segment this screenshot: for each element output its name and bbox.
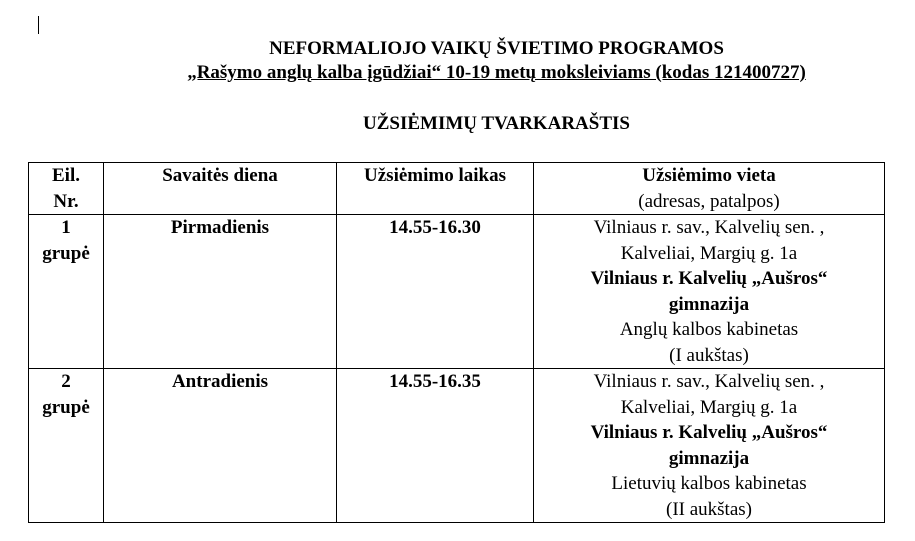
time-cell: 14.55-16.35 bbox=[337, 369, 534, 523]
header-number bbox=[29, 163, 104, 215]
weekday-cell: Pirmadienis bbox=[104, 215, 337, 369]
group-label: grupė bbox=[42, 242, 90, 264]
group-number-cell bbox=[29, 215, 104, 369]
title-line-1: NEFORMALIOJO VAIKŲ ŠVIETIMO PROGRAMOS bbox=[269, 38, 724, 59]
place-room: Lietuvių kalbos kabinetas bbox=[611, 473, 807, 494]
place-school-line2: gimnazija bbox=[668, 293, 750, 315]
place-room: Anglų kalbos kabinetas bbox=[619, 319, 799, 340]
weekday-cell: Antradienis bbox=[104, 369, 337, 523]
place-cell bbox=[534, 369, 885, 523]
place-address-line2: Kalveliai, Margių g. 1a bbox=[620, 396, 798, 418]
header-place bbox=[534, 163, 885, 215]
group-number: 1 bbox=[61, 217, 71, 238]
place-address-line1: Vilniaus r. sav., Kalvelių sen. , bbox=[593, 371, 825, 392]
header-time: Užsiėmimo laikas bbox=[337, 163, 534, 215]
header-place-line2: (adresas, patalpos) bbox=[638, 190, 780, 212]
document-title bbox=[0, 37, 915, 85]
header-place-line1: Užsiėmimo vieta bbox=[642, 165, 776, 186]
group-number: 2 bbox=[61, 371, 71, 392]
place-address-line2: Kalveliai, Margių g. 1a bbox=[620, 242, 798, 264]
text-cursor bbox=[38, 16, 39, 34]
place-school-line2: gimnazija bbox=[668, 447, 750, 469]
place-floor: (I aukštas) bbox=[669, 344, 749, 366]
place-school-line1: Vilniaus r. Kalvelių „Aušros“ bbox=[590, 268, 828, 289]
place-cell bbox=[534, 215, 885, 369]
place-school-line1: Vilniaus r. Kalvelių „Aušros“ bbox=[590, 422, 828, 443]
header-number-line1: Eil. bbox=[52, 165, 80, 186]
place-address-line1: Vilniaus r. sav., Kalvelių sen. , bbox=[593, 217, 825, 238]
time-cell: 14.55-16.30 bbox=[337, 215, 534, 369]
header-number-line2: Nr. bbox=[53, 190, 79, 212]
group-label: grupė bbox=[42, 396, 90, 418]
title-line-2: „Rašymo anglų kalba įgūdžiai“ 10-19 metų moksleiviams (kodas 121400727) bbox=[187, 62, 806, 83]
header-day: Savaitės diena bbox=[104, 163, 337, 215]
table-row bbox=[29, 369, 885, 523]
group-number-cell bbox=[29, 369, 104, 523]
schedule-table bbox=[28, 162, 885, 523]
table-header-row bbox=[29, 163, 885, 215]
place-floor: (II aukštas) bbox=[666, 498, 752, 520]
table-row bbox=[29, 215, 885, 369]
schedule-subtitle: UŽSIĖMIMŲ TVARKARAŠTIS bbox=[363, 113, 630, 134]
